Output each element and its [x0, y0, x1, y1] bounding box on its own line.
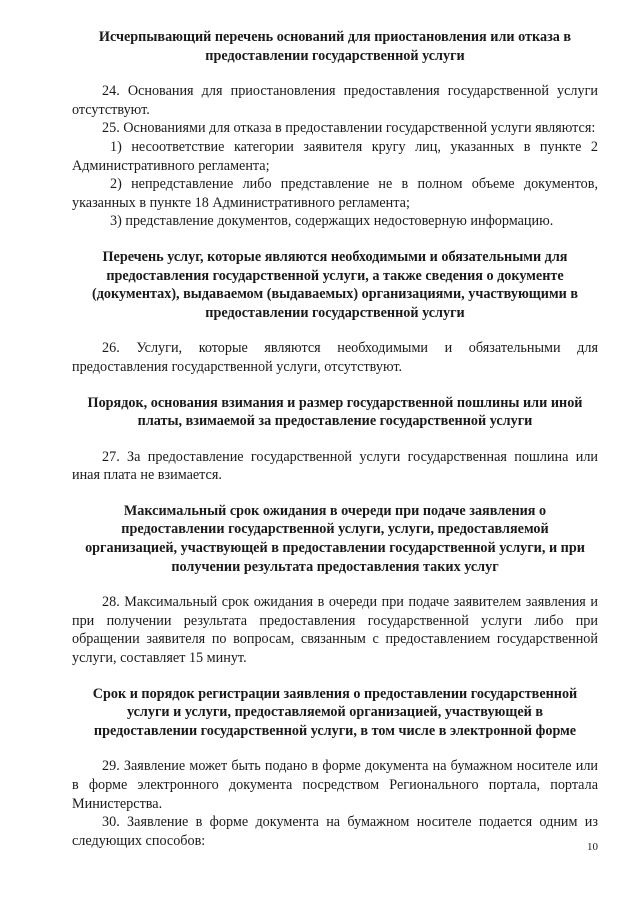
section-heading-required-services: Перечень услуг, которые являются необходимыми и обязательными для предоставления государственной услуги, а также сведения о документе (документах), выдаваемом (выдаваемых) организациями, участвующими в предоставлении государственной услуги [91, 248, 578, 321]
paragraph-24: 24. Основания для приостановления предоставления государственной услуги отсутствуют. [72, 83, 598, 118]
paragraph-26: 26. Услуги, которые являются необходимыми и обязательными для предоставления государственной услуги, отсутствуют. [72, 340, 598, 375]
page-number: 10 [587, 841, 598, 854]
paragraph-25: 25. Основаниями для отказа в предоставлении государственной услуги являются: [102, 120, 596, 137]
section-heading-queue-time: Максимальный срок ожидания в очереди при подаче заявления о предоставлении государственной услуги, услуги, предоставляемой организацией, участвующей в предоставлении государственной услуги, и при получении результата предоставления таких услуг [85, 502, 585, 575]
document-body [72, 28, 598, 850]
paragraph-30: 30. Заявление в форме документа на бумажном носителе подается одним из следующих способов: [72, 814, 598, 849]
paragraph-28: 28. Максимальный срок ожидания в очереди при подаче заявителем заявления и при получении результата предоставления государственной услуги либо при обращении заявителя по вопросам, связанным с предоставлением государственной услуги, составляет 15 минут. [72, 594, 598, 667]
paragraph-27: 27. За предоставление государственной услуги государственная пошлина или иная плата не взимается. [72, 448, 598, 484]
section-heading-grounds-refusal: Исчерпывающий перечень оснований для приостановления или отказа в предоставлении государственной услуги [98, 29, 572, 64]
list-item-2: 2) непредставление либо представление не в полном объеме документов, указанных в пункте 18 Административного регламента; [72, 176, 598, 211]
paragraph-29: 29. Заявление может быть подано в форме документа на бумажном носителе или в форме электронного документа посредством Регионального портала, портала Министерства. [72, 758, 598, 812]
section-heading-registration: Срок и порядок регистрации заявления о предоставлении государственной услуги и услуги, предоставляемой организацией, участвующей в предоставлении государственной услуги, в том числе в электронной форме [92, 685, 578, 739]
list-item-1: 1) несоответствие категории заявителя кругу лиц, указанных в пункте 2 Административного регламента; [72, 138, 598, 174]
list-item-3: 3) представление документов, содержащих недостоверную информацию. [110, 213, 554, 230]
section-heading-state-fee: Порядок, основания взимания и размер государственной пошлины или иной платы, взимаемой за предоставление государственной услуги [87, 394, 583, 430]
